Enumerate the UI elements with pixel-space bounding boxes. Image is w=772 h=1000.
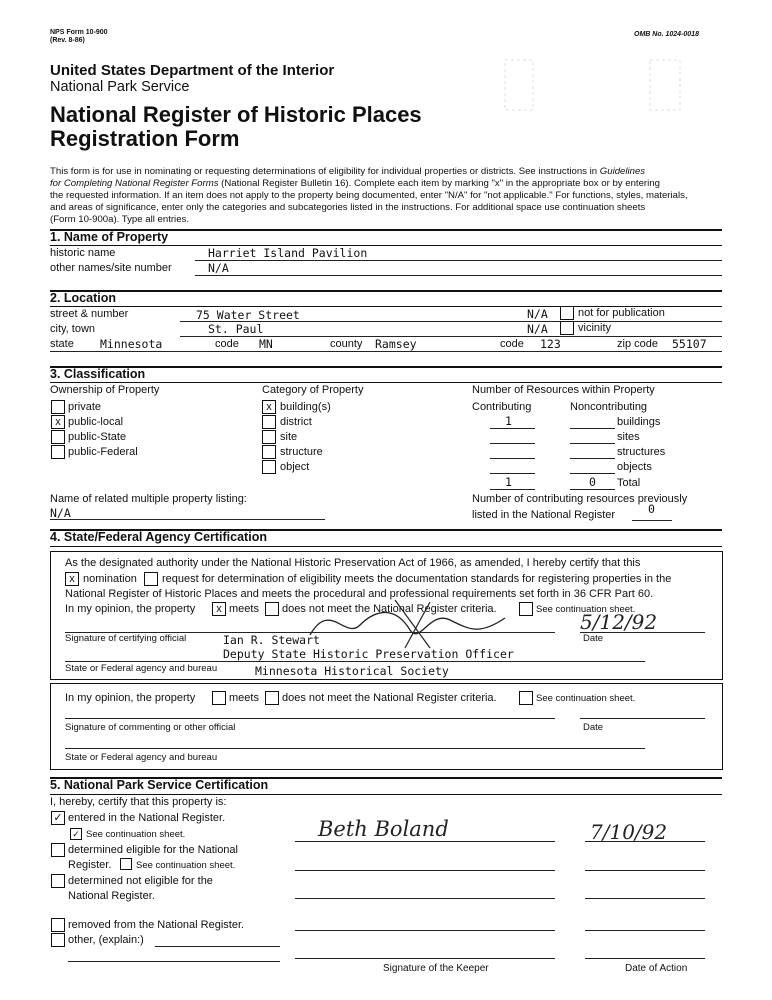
commenting-date-label: Date <box>583 722 604 733</box>
ownership-public-federal-label: public-Federal <box>68 446 138 458</box>
does-not-meet-checkbox[interactable] <box>265 602 279 616</box>
category-object-label: object <box>280 461 310 473</box>
street-value: 75 Water Street <box>196 308 300 322</box>
keeper-signature-label: Signature of the Keeper <box>383 963 489 974</box>
related-listing-value: N/A <box>50 506 71 520</box>
ownership-private-label: private <box>68 401 102 413</box>
form-revision: (Rev. 8-86) <box>50 37 85 44</box>
entered-label: entered in the National Register. <box>68 812 226 824</box>
removed-label: removed from the National Register. <box>68 919 245 931</box>
request-determination-checkbox[interactable] <box>144 572 158 586</box>
street-label: street & number <box>50 308 129 320</box>
ownership-public-local-checkbox[interactable]: x <box>51 415 65 429</box>
not-for-publication-na: N/A <box>527 307 548 321</box>
certification-date-handwritten: 5/12/92 <box>580 610 658 634</box>
ownership-private-checkbox[interactable] <box>51 400 65 414</box>
entered-checkbox[interactable]: ✓ <box>51 811 65 825</box>
state-code-label: code <box>215 338 239 350</box>
cert-line-3: National Register of Historic Places and meets the procedural and professional requirements set forth in 36 CFR Part 60. <box>65 588 654 600</box>
vicinity-checkbox[interactable] <box>560 321 574 335</box>
form-title-line2: Registration Form <box>50 126 240 151</box>
action-date-handwritten: 7/10/92 <box>590 820 668 844</box>
previously-listed-label-1: Number of contributing resources previously <box>472 493 688 505</box>
historic-name-value: Harriet Island Pavilion <box>208 246 368 260</box>
city-label: city, town <box>50 323 96 335</box>
noncontributing-heading: Noncontributing <box>570 401 648 413</box>
removed-checkbox[interactable] <box>51 918 65 932</box>
commenting-agency-label: State or Federal agency and bureau <box>65 752 218 763</box>
sites-label: sites <box>617 431 640 443</box>
category-site-checkbox[interactable] <box>262 430 276 444</box>
category-building-label: building(s) <box>280 401 331 413</box>
other-names-label: other names/site number <box>50 262 172 274</box>
eligible-label-2: Register. <box>68 859 112 871</box>
date-label: Date <box>583 633 604 644</box>
eligible-checkbox[interactable] <box>51 843 65 857</box>
section-5-title: 5. National Park Service Certification <box>50 778 269 792</box>
total-contributing-value: 1 <box>505 475 512 489</box>
county-value: Ramsey <box>375 337 417 351</box>
objects-label: objects <box>617 461 652 473</box>
see-continuation-label: See continuation sheet. <box>536 604 636 615</box>
section-3-title: 3. Classification <box>50 367 146 381</box>
other-label: other, (explain:) <box>68 934 144 946</box>
meets-checkbox-2[interactable] <box>212 691 226 705</box>
keeper-signature: Beth Boland <box>318 817 449 841</box>
official-title: Deputy State Historic Preservation Officer <box>223 647 514 661</box>
eligible-continuation-label: See continuation sheet. <box>136 860 236 871</box>
vicinity-label: vicinity <box>578 322 612 334</box>
opinion-label: In my opinion, the property <box>65 603 196 615</box>
nomination-label: nomination <box>83 573 137 585</box>
does-not-meet-label: does not meet the National Register criteria. <box>282 603 497 615</box>
category-district-label: district <box>280 416 312 428</box>
received-stamp <box>500 55 690 115</box>
see-continuation-checkbox-2[interactable] <box>519 691 533 705</box>
eligible-label-1: determined eligible for the National <box>68 844 238 856</box>
cert-line-1: As the designated authority under the National Historic Preservation Act of 1966, as amended, I hereby certify that this <box>65 557 641 569</box>
total-label: Total <box>617 477 641 489</box>
county-code-value: 123 <box>540 337 561 351</box>
category-heading: Category of Property <box>262 384 364 396</box>
related-listing-label: Name of related multiple property listing: <box>50 493 247 505</box>
not-for-publication-checkbox[interactable] <box>560 306 574 320</box>
service-name: National Park Service <box>50 79 190 95</box>
state-label: state <box>50 338 74 350</box>
ownership-public-state-label: public-State <box>68 431 127 443</box>
entered-continuation-checkbox[interactable]: ✓ <box>70 828 82 840</box>
ownership-public-federal-checkbox[interactable] <box>51 445 65 459</box>
other-names-value: N/A <box>208 261 229 275</box>
not-eligible-label-1: determined not eligible for the <box>68 875 213 887</box>
agency-label: State or Federal agency and bureau <box>65 663 218 674</box>
omb-number: OMB No. 1024-0018 <box>634 31 699 38</box>
form-number: NPS Form 10-900 <box>50 29 108 36</box>
not-eligible-checkbox[interactable] <box>51 874 65 888</box>
commenting-signature-label: Signature of commenting or other official <box>65 722 236 733</box>
opinion-label-2: In my opinion, the property <box>65 692 196 704</box>
category-building-checkbox[interactable]: x <box>262 400 276 414</box>
nps-intro: I, hereby, certify that this property is: <box>50 796 227 808</box>
other-checkbox[interactable] <box>51 933 65 947</box>
previously-listed-label-2: listed in the National Register <box>472 509 616 521</box>
category-object-checkbox[interactable] <box>262 460 276 474</box>
category-district-checkbox[interactable] <box>262 415 276 429</box>
ownership-public-state-checkbox[interactable] <box>51 430 65 444</box>
not-for-publication-label: not for publication <box>578 307 665 319</box>
department-name: United States Department of the Interior <box>50 62 335 79</box>
section-4-title: 4. State/Federal Agency Certification <box>50 530 267 544</box>
nomination-checkbox[interactable]: x <box>65 572 79 586</box>
buildings-contributing-value: 1 <box>505 414 512 428</box>
official-signature-scribble <box>300 590 520 650</box>
official-name: Ian R. Stewart <box>223 633 320 647</box>
zip-label: zip code <box>617 338 658 350</box>
entered-continuation-label: See continuation sheet. <box>86 829 186 840</box>
instructions: This form is for use in nominating or requesting determinations of eligibility for individual properties or districts. See instructions in Guidelines for Completing National Register Forms (National Register Bulletin 16). Complete each item by marking "x" in the appropriate box or by entering the requested information. If an item does not apply to the property being documented, enter "N/A" for "not applicable." For functions, styles, materials, and areas of significance, enter only the categories and subcategories listed in the instructions. For additional space use continuation sheets (Form 10-900a). Type all entries. <box>50 166 688 225</box>
does-not-meet-label-2: does not meet the National Register criteria. <box>282 692 497 704</box>
form-title-line1: National Register of Historic Places <box>50 102 422 127</box>
state-value: Minnesota <box>100 337 163 351</box>
see-continuation-checkbox[interactable] <box>519 602 533 616</box>
buildings-label: buildings <box>617 416 661 428</box>
not-eligible-label-2: National Register. <box>68 890 155 902</box>
section-2-title: 2. Location <box>50 291 116 305</box>
date-of-action-label: Date of Action <box>625 963 688 974</box>
section-1-title: 1. Name of Property <box>50 230 169 244</box>
county-label: county <box>330 338 363 350</box>
does-not-meet-checkbox-2[interactable] <box>265 691 279 705</box>
structures-label: structures <box>617 446 666 458</box>
meets-label: meets <box>229 603 259 615</box>
ownership-public-local-label: public-local <box>68 416 124 428</box>
signature-label: Signature of certifying official <box>65 633 187 644</box>
agency-value: Minnesota Historical Society <box>255 664 449 678</box>
vicinity-na: N/A <box>527 322 548 336</box>
city-value: St. Paul <box>208 322 264 336</box>
historic-name-label: historic name <box>50 247 116 259</box>
category-site-label: site <box>280 431 298 443</box>
zip-value: 55107 <box>672 337 707 351</box>
eligible-continuation-checkbox[interactable] <box>120 858 132 870</box>
meets-checkbox[interactable]: x <box>212 602 226 616</box>
meets-label-2: meets <box>229 692 259 704</box>
see-continuation-label-2: See continuation sheet. <box>536 693 636 704</box>
county-code-label: code <box>500 338 524 350</box>
category-structure-checkbox[interactable] <box>262 445 276 459</box>
state-code-value: MN <box>259 337 273 351</box>
cert-line-2: request for determination of eligibility meets the documentation standards for registering properties in the <box>162 573 672 585</box>
total-noncontributing-value: 0 <box>589 475 596 489</box>
previously-listed-value: 0 <box>648 502 655 516</box>
category-structure-label: structure <box>280 446 323 458</box>
ownership-heading: Ownership of Property <box>50 384 160 396</box>
resources-heading: Number of Resources within Property <box>472 384 655 396</box>
contributing-heading: Contributing <box>472 401 532 413</box>
